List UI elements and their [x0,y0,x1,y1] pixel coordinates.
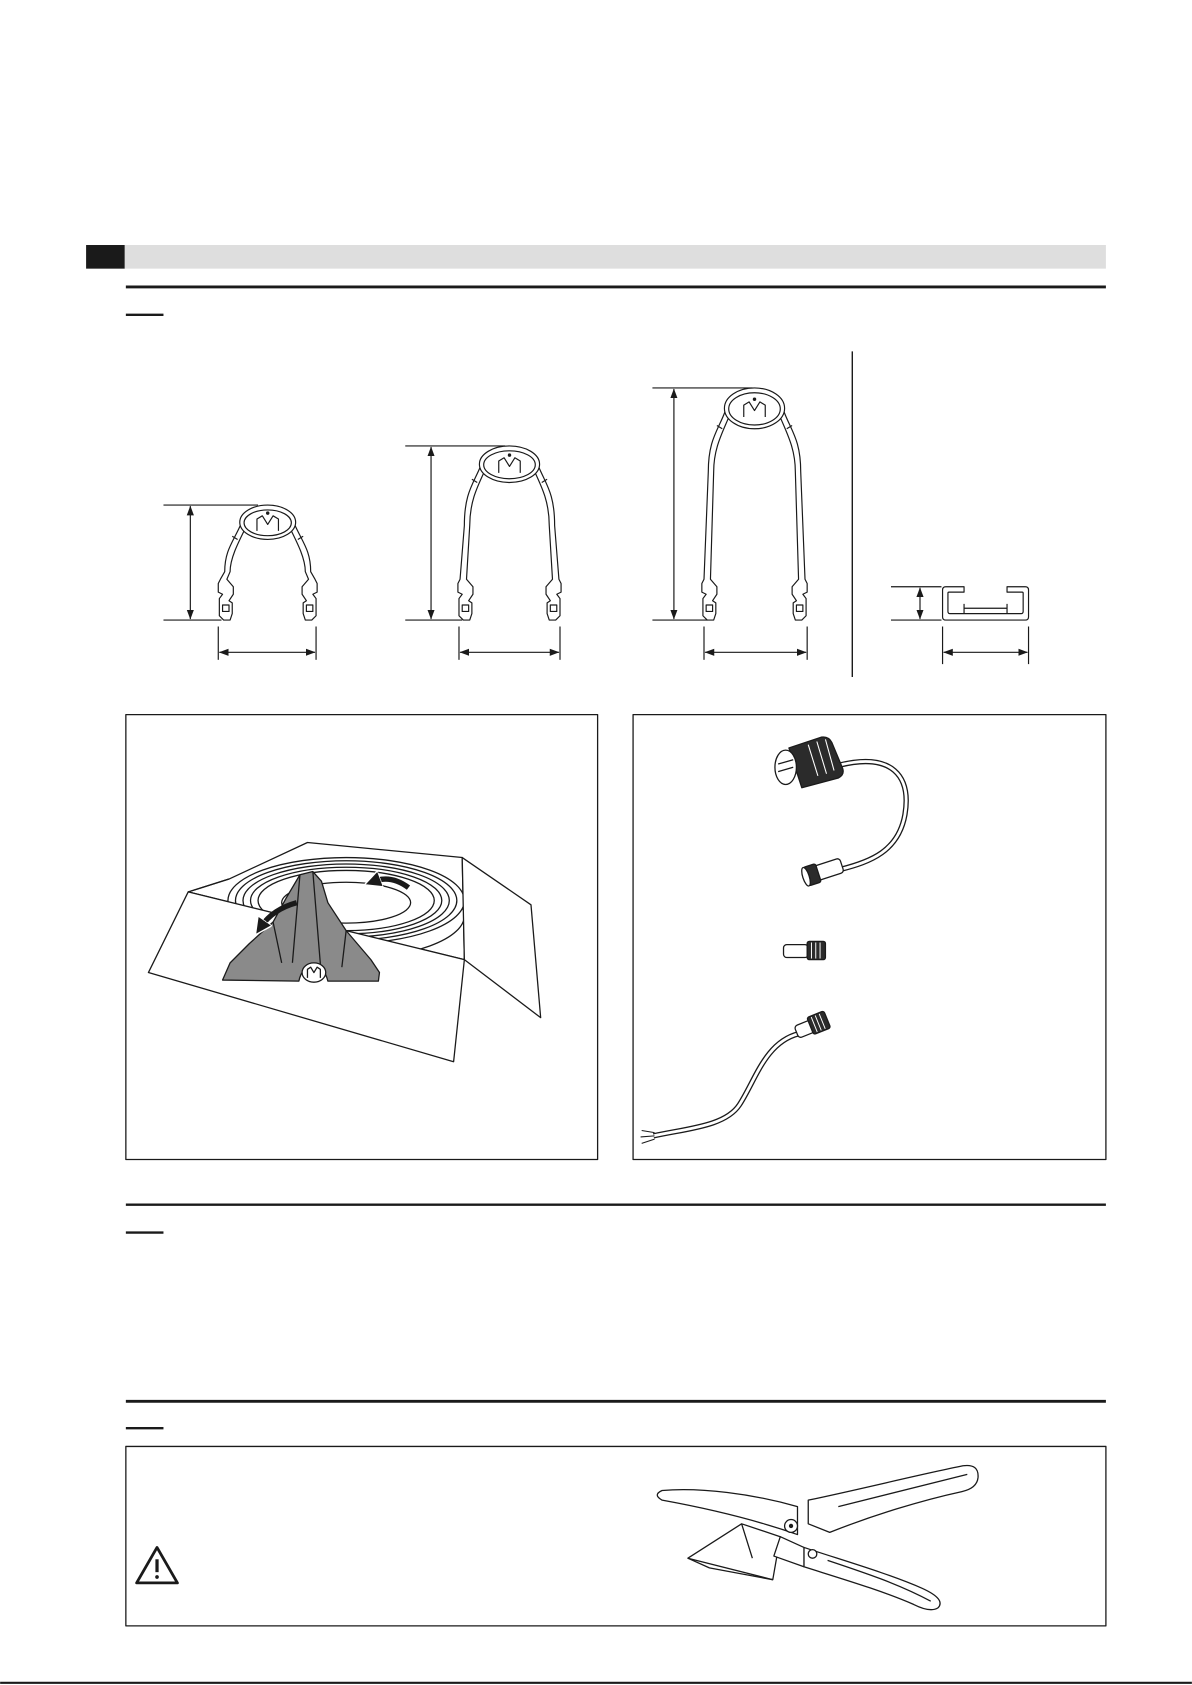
foot-slot-left [462,605,468,611]
dimensions-profile-large [652,388,807,660]
section-title-bar [125,245,1106,269]
warning-exclamation-dot [155,1575,159,1579]
valve-hole [508,453,511,456]
plug-face [775,750,796,784]
profile-leg-left [458,466,485,620]
profile-bulb [724,388,784,429]
foot-slot-right [550,605,556,611]
section-number-marker [86,245,125,269]
rim-profiles [218,388,807,620]
foot-slot-right [306,605,312,611]
panel-tools [126,1446,1106,1625]
profile-small [218,505,317,620]
valve-hole [266,511,269,514]
panel-cables-frame [633,715,1106,1160]
foot-slot-right [796,605,802,611]
flat-rail-outline [943,587,1029,620]
profile-cross-sections [163,351,1028,677]
panel-unpacking [126,715,598,1160]
panel-cables [633,715,1106,1160]
foot-slot-left [223,605,229,611]
section-header [86,245,1106,269]
flat-rail-channel [964,604,1007,614]
shears-pivot-pin [789,1524,793,1528]
profile-bulb [479,446,539,483]
profile-medium [458,446,561,620]
profile-leg-left [702,411,730,621]
dimensions-flat-rail [891,587,1029,664]
flat-rail-profile [943,587,1029,620]
valve-hole [753,398,756,401]
adapter-connector [784,941,826,959]
adapter-nut [807,941,825,959]
profile-large [702,388,807,620]
profile-leg-right [779,411,807,621]
adapter-sleeve [784,945,809,958]
dimensions-profile-medium [405,446,560,660]
profile-leg-right [534,466,561,620]
foot-slot-left [706,605,712,611]
shears-lower-pivot [808,1550,817,1559]
